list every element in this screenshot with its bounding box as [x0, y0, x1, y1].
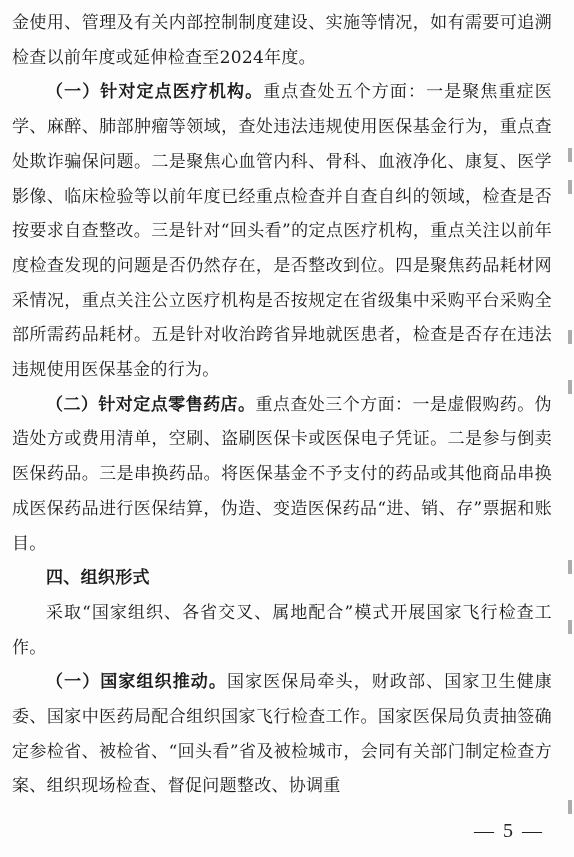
section-heading-organization: 四、组织形式: [46, 568, 150, 589]
subheading-national-organization: （一）国家组织推动。: [46, 672, 227, 693]
scan-edge-marks: [566, 0, 572, 857]
subheading-medical-institutions: （一）针对定点医疗机构。: [46, 82, 264, 103]
paragraph-retail-pharmacies: [12, 388, 552, 562]
scan-edge-mark: [568, 620, 572, 634]
scan-edge-mark: [568, 180, 572, 194]
paragraph-organization-mode: 采取“国家组织、各省交叉、属地配合”模式开展国家飞行检查工作。: [12, 602, 552, 658]
body-text: [12, 6, 552, 804]
paragraph-retail-pharmacies-body: 重点查处三个方面：一是虚假购药。伪造处方或费用清单，空刷、盗刷医保卡或医保电子凭证。二是参与倒卖医保药品。三是串换药品。将医保基金不予支付的药品或其他商品串换成医保药品进行医保结算，伪造、变造医保药品“进、销、存”票据和账目。: [12, 394, 552, 554]
subheading-retail-pharmacies: （二）针对定点零售药店。: [46, 394, 256, 415]
paragraph-continuation: 金使用、管理及有关内部控制制度建设、实施等情况，如有需要可追溯检查以前年度或延伸检查至2024年度。: [12, 13, 552, 68]
scan-edge-mark: [568, 330, 572, 344]
scan-edge-mark: [568, 148, 572, 162]
paragraph-national-organization: [12, 665, 552, 804]
page-number: — 5 —: [474, 820, 544, 842]
scan-edge-mark: [568, 800, 572, 814]
scan-edge-mark: [568, 560, 572, 574]
paragraph-national-organization-body: 国家医保局牵头，财政部、国家卫生健康委、国家中医药局配合组织国家飞行检查工作。国家医保局负责抽签确定参检省、被检省、“回头看”省及被检城市，会同有关部门制定检查方案、组织现场检查、督促问题整改、协调重: [12, 672, 552, 797]
scan-edge-mark: [568, 380, 572, 394]
paragraph-medical-institutions: [12, 75, 552, 387]
paragraph-medical-institutions-body: 重点查处五个方面：一是聚焦重症医学、麻醉、肺部肿瘤等领域，查处违法违规使用医保基金行为，重点查处欺诈骗保问题。二是聚焦心血管内科、骨科、血液净化、康复、医学影像、临床检验等以前年度已经重点检查并自查自纠的领域，检查是否按要求自查整改。三是针对“回头看”的定点医疗机构，重点关注以前年度检查发现的问题是否仍然存在，是否整改到位。四是聚焦药品耗材网采情况，重点关注公立医疗机构是否按规定在省级集中采购平台采购全部所需药品耗材。五是针对收治跨省异地就医患者，检查是否存在违法违规使用医保基金的行为。: [12, 82, 552, 381]
